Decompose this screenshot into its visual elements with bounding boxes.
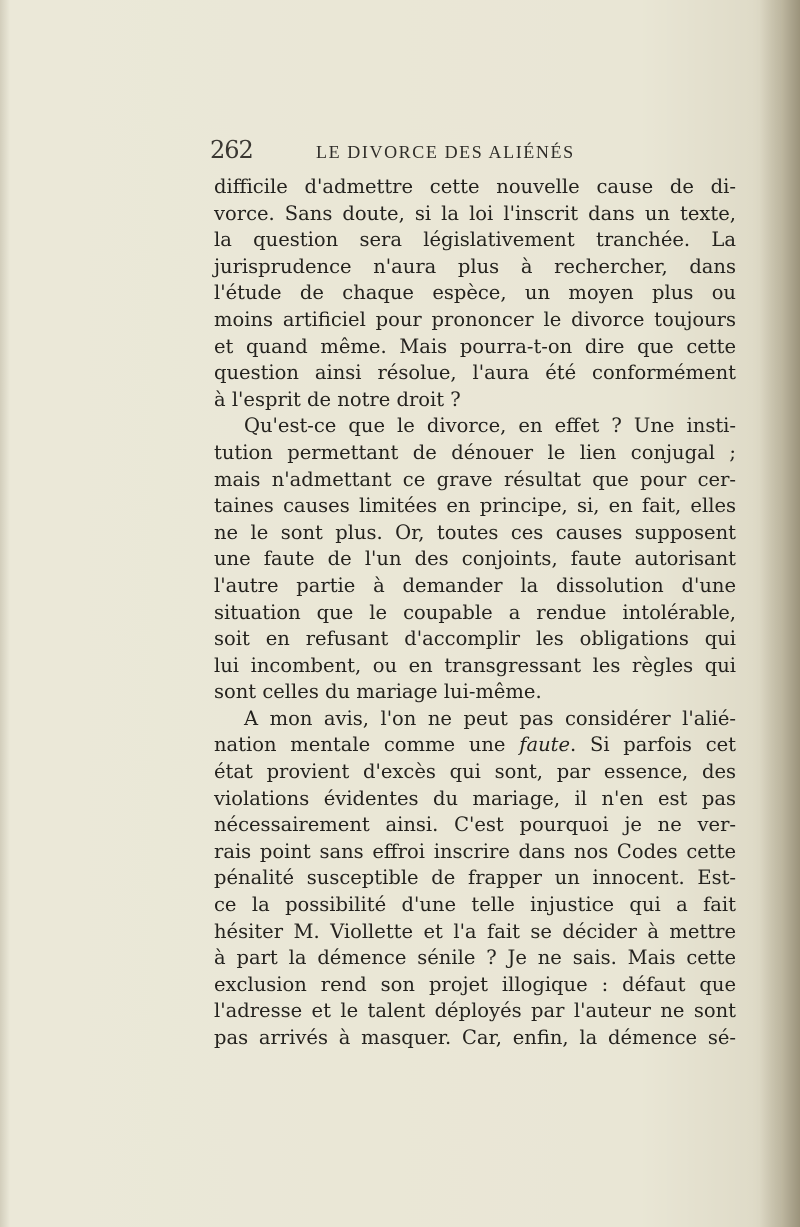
text-line: soit en refusant d'accomplir les obligations qui <box>214 627 736 651</box>
text-line: exclusion rend son projet illogique : défaut que <box>214 972 736 996</box>
text-line: jurisprudence n'aura plus à rechercher, dans <box>214 254 736 278</box>
text-line: sont celles du mariage lui-même. <box>214 680 542 704</box>
text-line: état provient d'excès qui sont, par essence, des <box>214 760 736 784</box>
text-line: l'étude de chaque espèce, un moyen plus ou <box>214 281 736 305</box>
italic-word: faute <box>519 733 571 757</box>
text-line: question ainsi résolue, l'aura été conformément <box>214 361 736 385</box>
body-text <box>214 174 736 1052</box>
text-line: taines causes limitées en principe, si, en fait, elles <box>214 494 736 518</box>
text-line: l'autre partie à demander la dissolution d'une <box>214 573 736 597</box>
text-line: moins artificiel pour prononcer le divorce toujours <box>214 307 736 331</box>
text-segment: nation mentale comme une <box>214 733 506 757</box>
text-line: difficile d'admettre cette nouvelle cause de di- <box>214 175 736 198</box>
text-line: violations évidentes du mariage, il n'en est pas <box>214 786 736 810</box>
text-line-with-italic <box>214 732 736 759</box>
running-title: LE DIVORCE DES ALIÉNÉS <box>316 142 575 162</box>
text-line: une faute de l'un des conjoints, faute autorisant <box>214 547 736 571</box>
text-line: ce la possibilité d'une telle injustice qui a fait <box>214 893 736 917</box>
page-header <box>210 136 730 176</box>
text-line: la question sera législativement tranchée. La <box>214 228 736 252</box>
page-number: 262 <box>210 136 253 164</box>
text-line: situation que le coupable a rendue intolérable, <box>214 600 736 624</box>
text-line: Qu'est-ce que le divorce, en effet ? Une insti- <box>244 414 736 438</box>
text-line: pénalité susceptible de frapper un innocent. Est- <box>214 866 736 890</box>
text-line: rais point sans effroi inscrire dans nos Codes cette <box>214 839 736 863</box>
text-line: A mon avis, l'on ne peut pas considérer l'alié- <box>244 706 736 730</box>
text-segment: . Si parfois cet <box>570 733 736 757</box>
text-line: hésiter M. Viollette et l'a fait se décider à mettre <box>214 919 736 943</box>
text-line: et quand même. Mais pourra-t-on dire que cette <box>214 334 736 358</box>
text-line: vorce. Sans doute, si la loi l'inscrit dans un texte, <box>214 201 736 225</box>
text-line: pas arrivés à masquer. Car, enfin, la démence sé- <box>214 1026 736 1049</box>
text-line: ne le sont plus. Or, toutes ces causes supposent <box>214 520 736 544</box>
page-binding-edge <box>760 0 800 1227</box>
text-line: à l'esprit de notre droit ? <box>214 387 461 411</box>
text-line: mais n'admettant ce grave résultat que pour cer- <box>214 467 736 491</box>
text-line: à part la démence sénile ? Je ne sais. Mais cette <box>214 946 736 970</box>
text-line: l'adresse et le talent déployés par l'auteur ne sont <box>214 999 736 1023</box>
text-line: nécessairement ainsi. C'est pourquoi je ne ver- <box>214 813 736 837</box>
page-left-edge <box>0 0 10 1227</box>
text-line: tution permettant de dénouer le lien conjugal ; <box>214 440 736 464</box>
text-line: lui incombent, ou en transgressant les règles qui <box>214 653 736 677</box>
